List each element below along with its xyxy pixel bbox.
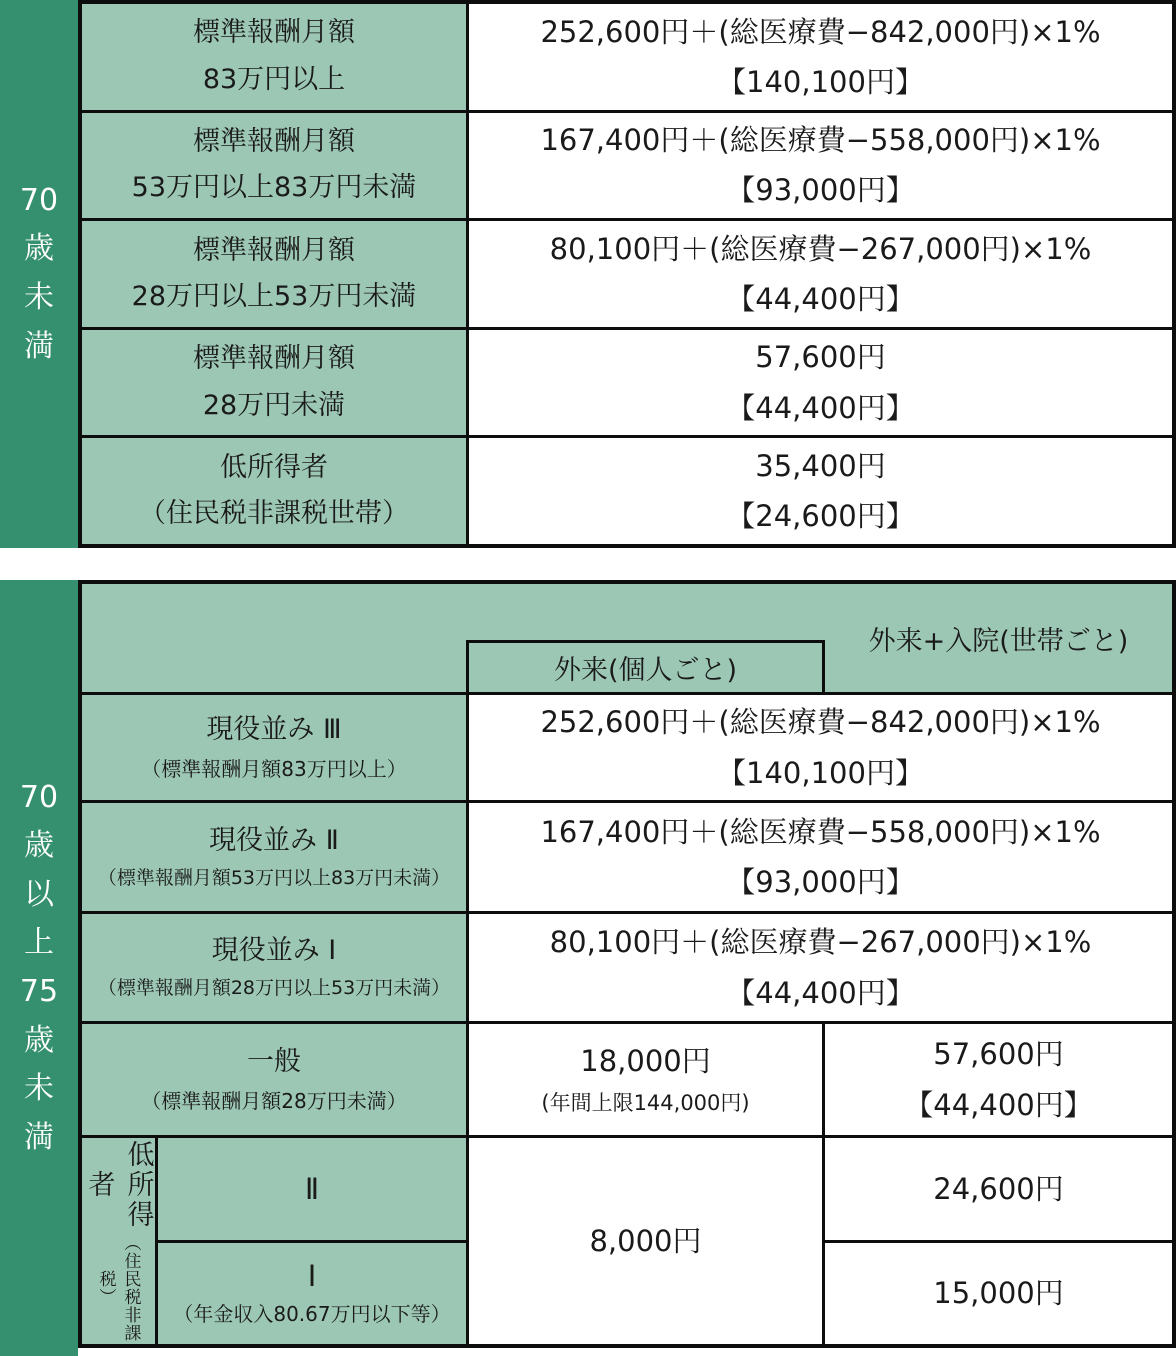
multiple-time-limit: 【44,400円】 [726,390,915,425]
col-header-outpatient [466,640,825,692]
age-char: 歳 [24,1022,54,1058]
multiple-time-limit: 【24,600円】 [726,499,915,534]
age-group-under-70 [0,0,78,548]
limit-amount-cell [469,803,1172,911]
multiple-time-limit: 【93,000円】 [726,173,915,208]
tier-label-line: 28万円未満 [202,389,346,421]
low-income-tier2-household-cell [825,1138,1172,1240]
low-income-tier1-label [158,1243,466,1344]
tier-label-main: 一般 [247,1046,301,1078]
income-tier-label [82,221,466,327]
annual-cap: (年間上限144,000円) [541,1090,750,1115]
multiple-time-limit: 【44,400円】 [726,281,915,316]
age-char: 75 [19,974,59,1009]
age-char: 未 [24,280,54,315]
income-tier-label [82,914,466,1021]
col-header-outpatient-label: 外来(個人ごと) [553,655,738,686]
limit-formula: 167,400円＋(総医療費−558,000円)×1% [540,814,1101,849]
tier-label-sub: （標準報酬月額53万円以上83万円未満） [97,866,451,889]
limit-amount-cell [469,330,1172,436]
income-tier-label [82,695,466,800]
limit-amount: 18,000円 [580,1044,711,1079]
limit-amount-cell [469,113,1172,219]
age-char: 上 [24,925,54,961]
tier-label-line: 標準報酬月額 [193,125,355,157]
limit-formula: 80,100円＋(総医療費−267,000円)×1% [549,231,1092,266]
tier-label-main: 現役並み Ⅲ [206,714,342,746]
tier-label-sub: （標準報酬月額28万円未満） [141,1088,407,1113]
tier-label-line: 標準報酬月額 [193,234,355,266]
low-income-vertical-text [80,1138,158,1344]
limit-amount-cell [469,695,1172,800]
age-char: 満 [24,328,54,364]
tier-label-line: 83万円以上 [202,63,346,95]
limit-formula: 167,400円＋(総医療費−558,000円)×1% [540,123,1101,158]
limit-amount: 15,000円 [933,1276,1064,1311]
tier-roman-numeral: Ⅱ [304,1172,320,1206]
low-income-sub: （住民税非課税） [95,1233,141,1342]
age-char: 70 [19,779,59,815]
age-char: 歳 [24,231,54,267]
col-header-household [825,584,1172,692]
age-char: 歳 [24,828,54,864]
income-tier-label [82,113,466,219]
table-70-to-75-grid [78,580,1176,1348]
multiple-time-limit: 【93,000円】 [726,865,915,899]
income-tier-label [82,4,466,110]
tier-label-line: 標準報酬月額 [193,343,355,375]
limit-amount: 35,400円 [755,448,886,483]
age-group-70-to-75 [0,580,78,1356]
table-70-to-75 [0,580,1176,1356]
column-header-band [82,584,1172,692]
multiple-time-limit: 【44,400円】 [904,1087,1093,1122]
limit-amount: 57,600円 [933,1037,1064,1072]
tier-label-sub: （標準報酬月額28万円以上53万円未満） [97,977,451,1000]
low-income-outpatient-cell [469,1138,822,1344]
tier-roman-numeral: Ⅰ [307,1259,317,1293]
outpatient-limit-cell [469,1024,822,1135]
age-char: 70 [19,182,59,218]
table-under-70 [0,0,1176,548]
multiple-time-limit: 【140,100円】 [717,755,924,790]
age-char: 以 [24,876,54,912]
limit-amount-cell [469,914,1172,1021]
tier-label-line: 28万円以上53万円未満 [131,280,417,312]
low-income-group-label [82,1138,155,1344]
income-tier-label [82,803,466,911]
col-header-household-label: 外来+入院(世帯ごと) [868,625,1129,657]
tier-label-sub: （年金収入80.67万円以下等） [173,1302,451,1326]
table-under-70-grid [78,0,1176,548]
income-tier-label [82,330,466,436]
limit-amount-cell [469,221,1172,327]
multiple-time-limit: 【140,100円】 [717,64,924,99]
household-limit-cell [825,1024,1172,1135]
low-income-tier2-label [158,1138,466,1240]
limit-formula: 252,600円＋(総医療費−842,000円)×1% [540,14,1101,49]
tier-label-line: 標準報酬月額 [193,17,355,49]
tier-label-main: 現役並み Ⅱ [209,824,339,856]
tier-label-main: 現役並み Ⅰ [211,935,337,967]
limit-formula: 252,600円＋(総医療費−842,000円)×1% [540,705,1101,740]
limit-formula: 80,100円＋(総医療費−267,000円)×1% [549,925,1092,960]
tier-label-line: （住民税非課税世帯） [139,498,409,530]
tier-label-sub: （標準報酬月額83万円以上） [141,756,407,781]
limit-amount: 8,000円 [589,1223,702,1258]
limit-amount: 57,600円 [755,340,886,375]
age-char: 満 [24,1119,54,1155]
limit-amount: 24,600円 [933,1171,1064,1206]
age-char: 未 [24,1071,54,1107]
income-tier-label-general [82,1024,466,1135]
tier-label-line: 低所得者 [220,451,328,483]
low-income-tier1-household-cell [825,1243,1172,1344]
limit-amount-cell [469,438,1172,544]
limit-amount-cell [469,4,1172,110]
low-income-main: 低所得者 [83,1139,154,1230]
tier-label-line: 53万円以上83万円未満 [131,172,417,204]
multiple-time-limit: 【44,400円】 [726,975,915,1010]
income-tier-label [82,438,466,544]
